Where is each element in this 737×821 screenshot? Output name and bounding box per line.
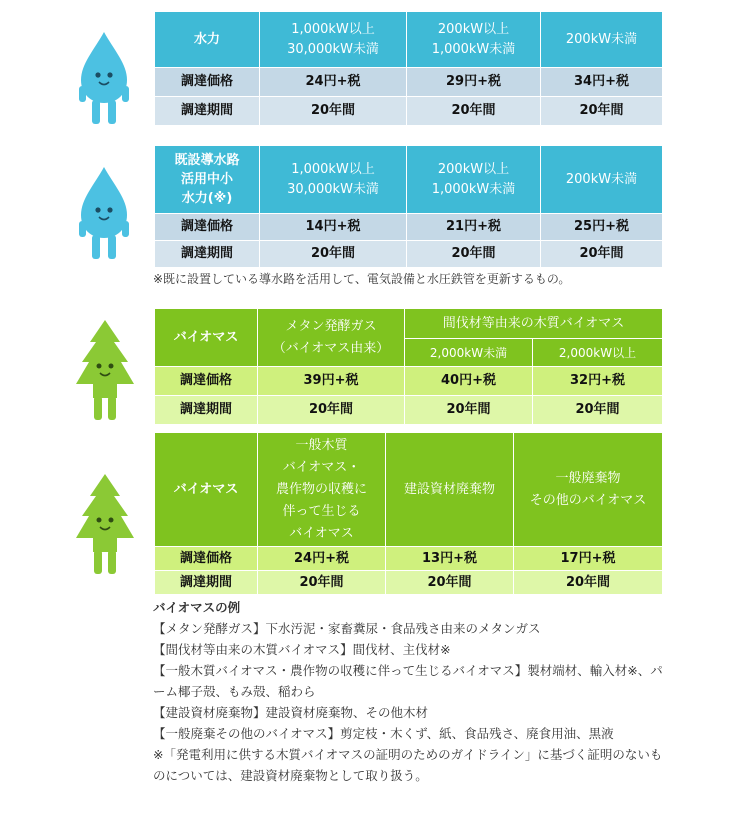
hydro-existing-note: ※既に設置している導水路を活用して、電気設備と水圧鉄管を更新するもの。 (153, 272, 571, 286)
period-value: 20年間 (386, 571, 514, 595)
tree-mascot-icon (74, 318, 136, 424)
example-footnote: ※「発電利用に供する木質バイオマスの証明のためのガイドライン」に基づく証明のないものについては、建設資材廃棄物として取り扱う。 (153, 747, 663, 783)
price-value: 21円+税 (407, 214, 541, 241)
hydro-existing-table (154, 145, 663, 268)
period-value: 20年間 (514, 571, 663, 595)
price-value: 39円+税 (258, 367, 405, 396)
fuel-type-header: 一般木質 バイオマス・ 農作物の収穫に 伴って生じる バイオマス (258, 433, 386, 547)
capacity-header: 2,000kW以上 (533, 339, 663, 367)
price-value: 32円+税 (533, 367, 663, 396)
group-header: 間伐材等由来の木質バイオマス (405, 309, 663, 339)
price-label: 調達価格 (155, 367, 258, 396)
period-value: 20年間 (533, 396, 663, 425)
price-value: 24円+税 (260, 68, 407, 97)
capacity-header: 200kW以上 1,000kW未満 (407, 12, 541, 68)
price-label: 調達価格 (155, 214, 260, 241)
fuel-type-header: 建設資材廃棄物 (386, 433, 514, 547)
category-cell: 水力 (155, 12, 260, 68)
period-value: 20年間 (260, 241, 407, 268)
price-value: 14円+税 (260, 214, 407, 241)
biomass-table-2 (154, 432, 663, 595)
example-line: 【建設資材廃棄物】建設資材廃棄物、その他木材 (153, 705, 429, 720)
capacity-header: 1,000kW以上 30,000kW未満 (260, 146, 407, 214)
period-label: 調達期間 (155, 571, 258, 595)
category-cell: 既設導水路 活用中小 水力(※) (155, 146, 260, 214)
capacity-header: 200kW未満 (541, 12, 663, 68)
example-line: 【メタン発酵ガス】下水汚泥・家畜糞尿・食品残さ由来のメタンガス (153, 621, 541, 636)
period-value: 20年間 (258, 571, 386, 595)
category-cell: バイオマス (155, 433, 258, 547)
price-value: 13円+税 (386, 547, 514, 571)
period-label: 調達期間 (155, 241, 260, 268)
period-value: 20年間 (407, 97, 541, 126)
price-value: 25円+税 (541, 214, 663, 241)
biomass-examples (153, 597, 673, 786)
price-label: 調達価格 (155, 547, 258, 571)
capacity-header: 1,000kW以上 30,000kW未満 (260, 12, 407, 68)
example-line: 【間伐材等由来の木質バイオマス】間伐材、主伐材※ (153, 642, 451, 657)
example-line: 【一般廃棄その他のバイオマス】剪定枝・木くず、紙、食品残さ、廃食用油、黒液 (153, 726, 614, 741)
period-label: 調達期間 (155, 97, 260, 126)
period-label: 調達期間 (155, 396, 258, 425)
water-drop-mascot-icon (76, 30, 132, 128)
tree-mascot-icon (74, 472, 136, 578)
price-value: 17円+税 (514, 547, 663, 571)
price-value: 34円+税 (541, 68, 663, 97)
period-value: 20年間 (260, 97, 407, 126)
period-value: 20年間 (405, 396, 533, 425)
period-value: 20年間 (407, 241, 541, 268)
example-line: 【一般木質バイオマス・農作物の収穫に伴って生じるバイオマス】製材端材、輸入材※、パーム椰子殻、もみ殻、稲わら (153, 663, 663, 699)
examples-title: バイオマスの例 (153, 600, 241, 615)
category-cell: バイオマス (155, 309, 258, 367)
capacity-header: 200kW以上 1,000kW未満 (407, 146, 541, 214)
period-value: 20年間 (541, 97, 663, 126)
price-value: 40円+税 (405, 367, 533, 396)
price-value: 24円+税 (258, 547, 386, 571)
fuel-type-header: 一般廃棄物 その他のバイオマス (514, 433, 663, 547)
water-drop-mascot-icon (76, 165, 132, 263)
price-label: 調達価格 (155, 68, 260, 97)
capacity-header: 200kW未満 (541, 146, 663, 214)
capacity-header: 2,000kW未満 (405, 339, 533, 367)
fuel-type-header: メタン発酵ガス （バイオマス由来） (258, 309, 405, 367)
period-value: 20年間 (541, 241, 663, 268)
biomass-table-1 (154, 308, 663, 425)
price-value: 29円+税 (407, 68, 541, 97)
hydro-table (154, 11, 663, 126)
period-value: 20年間 (258, 396, 405, 425)
